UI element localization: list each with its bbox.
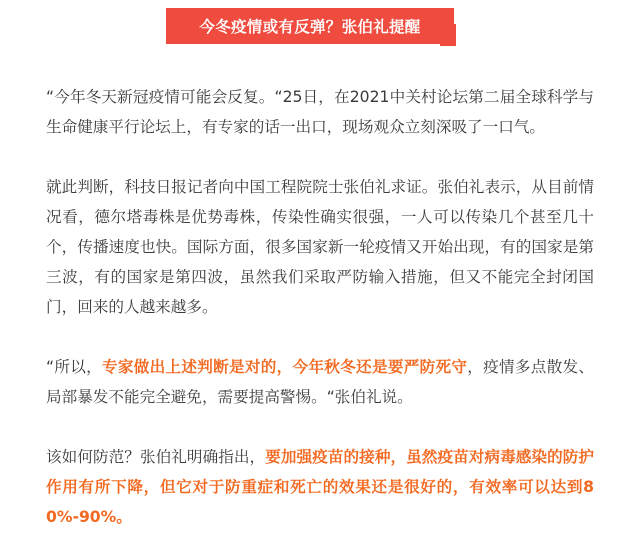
- banner-title: 今冬疫情或有反弹？张伯礼提醒: [166, 8, 454, 44]
- paragraph-4-intro: 该如何防范？张伯礼明确指出，: [46, 448, 266, 466]
- paragraph-4: [46, 442, 594, 532]
- paragraph-2: 就此判断，科技日报记者向中国工程院院士张伯礼求证。张伯礼表示，从目前情况看，德尔塔毒株是优势毒株，传染性确实很强，一人可以传染几个甚至几十个，传播速度也快。国际方面，很多国家新一轮疫情又开始出现，有的国家是第三波，有的国家是第四波，虽然我们采取严防输入措施，但又不能完全封闭国门，回来的人越来越多。: [46, 178, 594, 316]
- paragraph-3-rest: ，疫情多点散发、局部暴发不能完全避免，需要提高警惕。“张伯礼说。: [46, 358, 594, 406]
- paragraph-4-highlight: 要加强疫苗的接种，虽然疫苗对病毒感染的防护作用有所下降，但它对于防重症和死亡的效果还是很好的，有效率可以达到80%-90%。: [46, 448, 594, 526]
- paragraph-3-intro: “所以，: [46, 358, 102, 376]
- paragraph-3: [46, 352, 594, 412]
- article-body: [46, 82, 594, 532]
- paragraph-1: “今年冬天新冠疫情可能会反复。“25日，在2021中关村论坛第二届全球科学与生命健康平行论坛上，有专家的话一出口，现场观众立刻深吸了一口气。: [46, 88, 594, 136]
- banner-corner-accent-horizontal: [440, 43, 456, 46]
- header-banner: [166, 8, 456, 46]
- paragraph-3-highlight: 专家做出上述判断是对的，今年秋冬还是要严防死守: [102, 358, 468, 376]
